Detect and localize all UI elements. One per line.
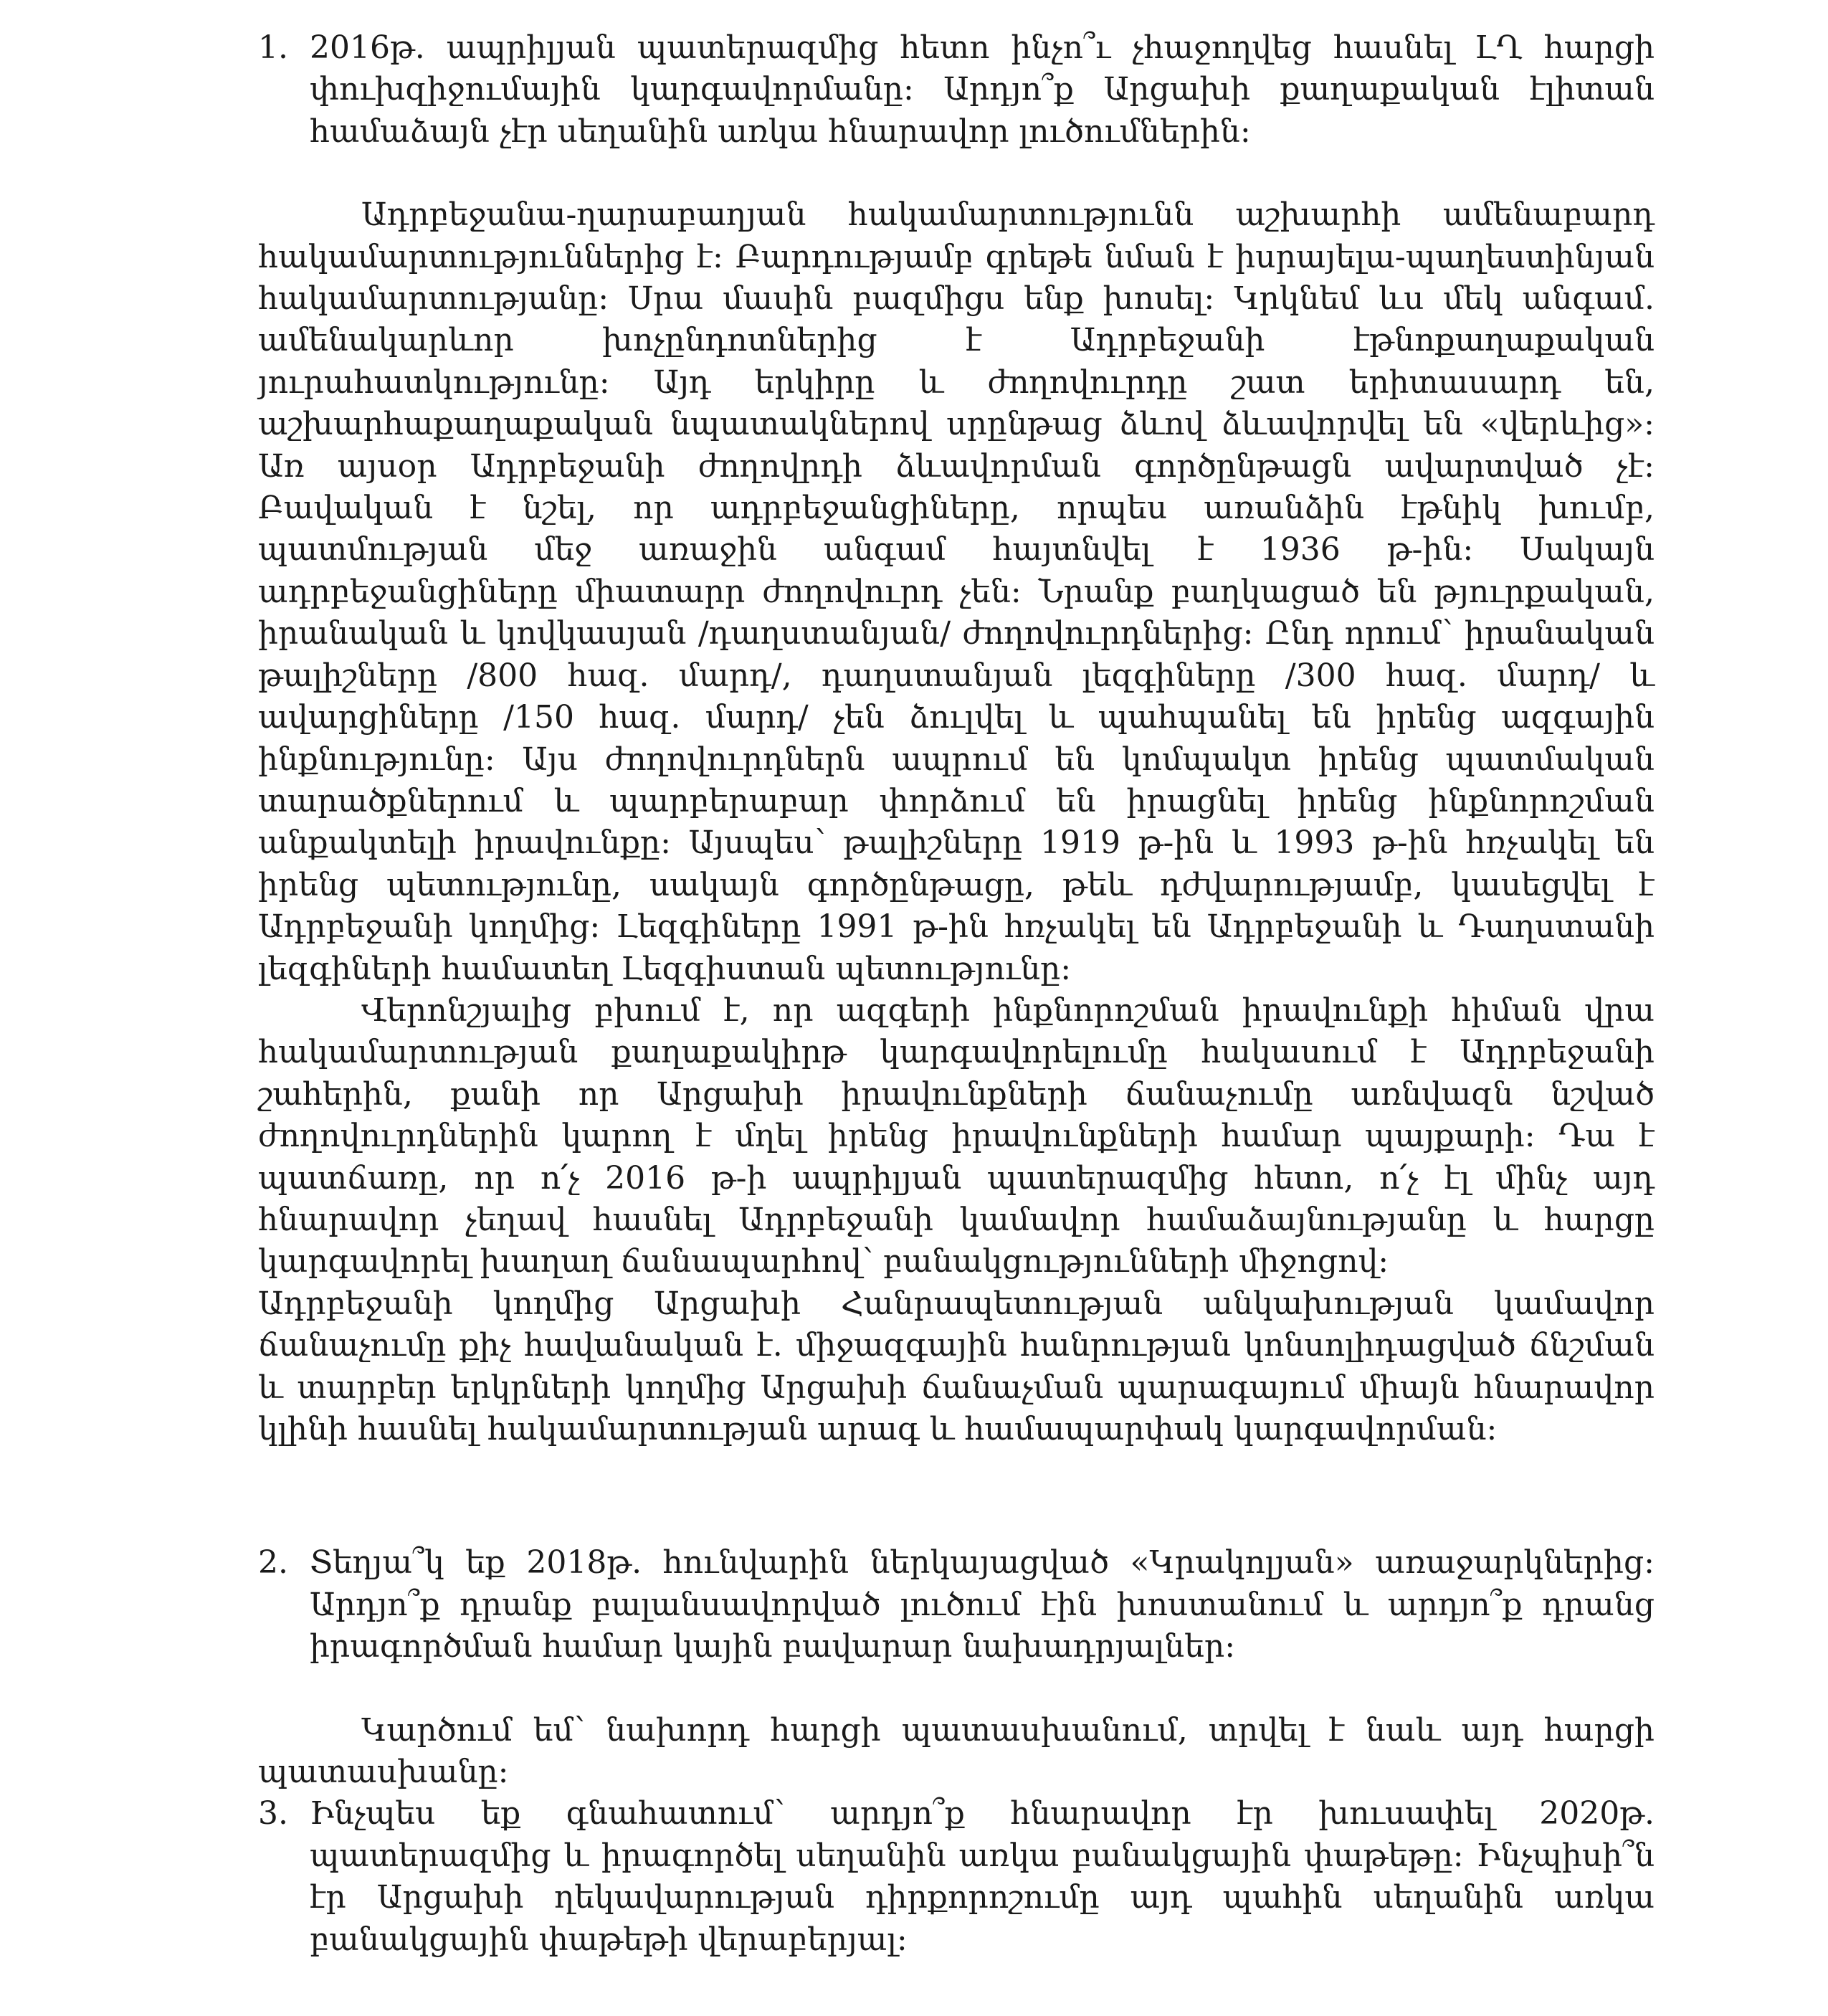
spacer	[258, 1668, 1655, 1710]
question-text: Ինչպես եք գնահատում՝ արդյո՞ք հնարավոր էր խուսափել 2020թ. պատերազմից և իրագործել սեղանին առկա բանակցային փաթեթը: Ինչպիսի՞ն էր Արցախի ղեկավարության դիրքորոշումը այդ պահին սեղանին առկա բանակցային փաթեթի վերաբերյալ:	[310, 1795, 1655, 1958]
question-2	[258, 1542, 1655, 1668]
question-3	[258, 1793, 1655, 1961]
spacer	[258, 153, 1655, 194]
question-text: 2016թ. ապրիլյան պատերազմից հետո ինչո՞ւ չհաջողվեց հասնել ԼՂ հարցի փուխզիջումային կարգավորմանը: Արդյո՞ք Արցախի քաղաքական էլիտան համաձայն չէր սեղանին առկա հնարավոր լուծումներին:	[310, 29, 1655, 150]
answer-paragraph: Ադրբեջանա-ղարաբաղյան հակամարտությունն աշխարհի ամենաբարդ հակամարտություններից է: Բարդությամբ գրեթե նման է իսրայելա-պաղեստինյան հակամարտությանը: Սրա մասին բազմիցս ենք խոսել: Կրկնեմ ևս մեկ անգամ. ամենակարևոր խոչընդոտներից է Ադրբեջանի էթնոքաղաքական յուրահատկությունը: Այդ երկիրը և ժողովուրդը շատ երիտասարդ են, աշխարհաքաղաքական նպատակներով սրընթաց ձևով ձևավորվել են «վերևից»: Առ այսօր Ադրբեջանի ժողովրդի ձևավորման գործընթացն ավարտված չէ: Բավական է նշել, որ ադրբեջանցիները, որպես առանձին էթնիկ խումբ, պատմության մեջ առաջին անգամ հայտնվել է 1936 թ-ին: Սակայն ադրբեջանցիները միատարր ժողովուրդ չեն: Նրանք բաղկացած են թյուրքական, իրանական և կովկասյան /դաղստանյան/ ժողովուրդներից: Ընդ որում՝ իրանական թալիշները /800 հազ. մարդ/, դաղստանյան լեզգիները /300 հազ. մարդ/ և ավարցիները /150 հազ. մարդ/ չեն ձուլվել և պահպանել են իրենց ազգային ինքնությունը: Այս ժողովուրդներն ապրում են կոմպակտ իրենց պատմական տարածքներում և պարբերաբար փորձում են իրացնել իրենց ինքնորոշման անքակտելի իրավունքը: Այսպես՝ թալիշները 1919 թ-ին և 1993 թ-ին հռչակել են իրենց պետությունը, սակայն գործընթացը, թեև դժվարությամբ, կասեցվել է Ադրբեջանի կողմից: Լեզգիները 1991 թ-ին հռչակել են Ադրբեջանի և Դաղստանի լեզգիների համատեղ Լեզգիստան պետությունը:	[258, 196, 1655, 987]
question-number: 3.	[258, 1795, 288, 1832]
question-number: 1.	[258, 29, 288, 66]
spacer	[258, 1450, 1655, 1542]
question-1	[258, 27, 1655, 153]
question-text: Տեղյա՞կ եք 2018թ. հունվարին ներկայացված «Կրակոլյան» առաջարկներից: Արդյո՞ք դրանք բալանսավորված լուծում էին խոստանում և արդյո՞ք դրանց իրագործման համար կային բավարար նախադրյալներ:	[310, 1544, 1655, 1665]
answer-paragraph: Կարծում եմ՝ նախորդ հարցի պատասխանում, տրվել է նաև այդ հարցի պատասխանը:	[258, 1711, 1655, 1791]
document-page	[258, 27, 1655, 1961]
answer-paragraph: Ադրբեջանի կողմից Արցախի Հանրապետության անկախության կամավոր ճանաչումը քիչ հավանական է. միջազգային հանրության կոնսոլիդացված ճնշման և տարբեր երկրների կողմից Արցախի ճանաչման պարագայում միայն հնարավոր կլինի հասնել հակամարտության արագ և համապարփակ կարգավորման:	[258, 1285, 1655, 1447]
question-number: 2.	[258, 1544, 288, 1582]
answer-paragraph: Վերոնշյալից բխում է, որ ազգերի ինքնորոշման իրավունքի հիման վրա հակամարտության քաղաքակիրթ կարգավորելումը հակասում է Ադրբեջանի շահերին, քանի որ Արցախի իրավունքների ճանաչումը առնվազն նշված ժողովուրդներին կարող է մղել իրենց իրավունքների համար պայքարի: Դա է պատճառը, որ ո՛չ 2016 թ-ի ապրիլյան պատերազմից հետո, ո՛չ էլ մինչ այդ հնարավոր չեղավ հասնել Ադրբեջանի կամավոր համաձայնությանը և հարցը կարգավորել խաղաղ ճանապարհով՝ բանակցությունների միջոցով:	[258, 992, 1655, 1280]
